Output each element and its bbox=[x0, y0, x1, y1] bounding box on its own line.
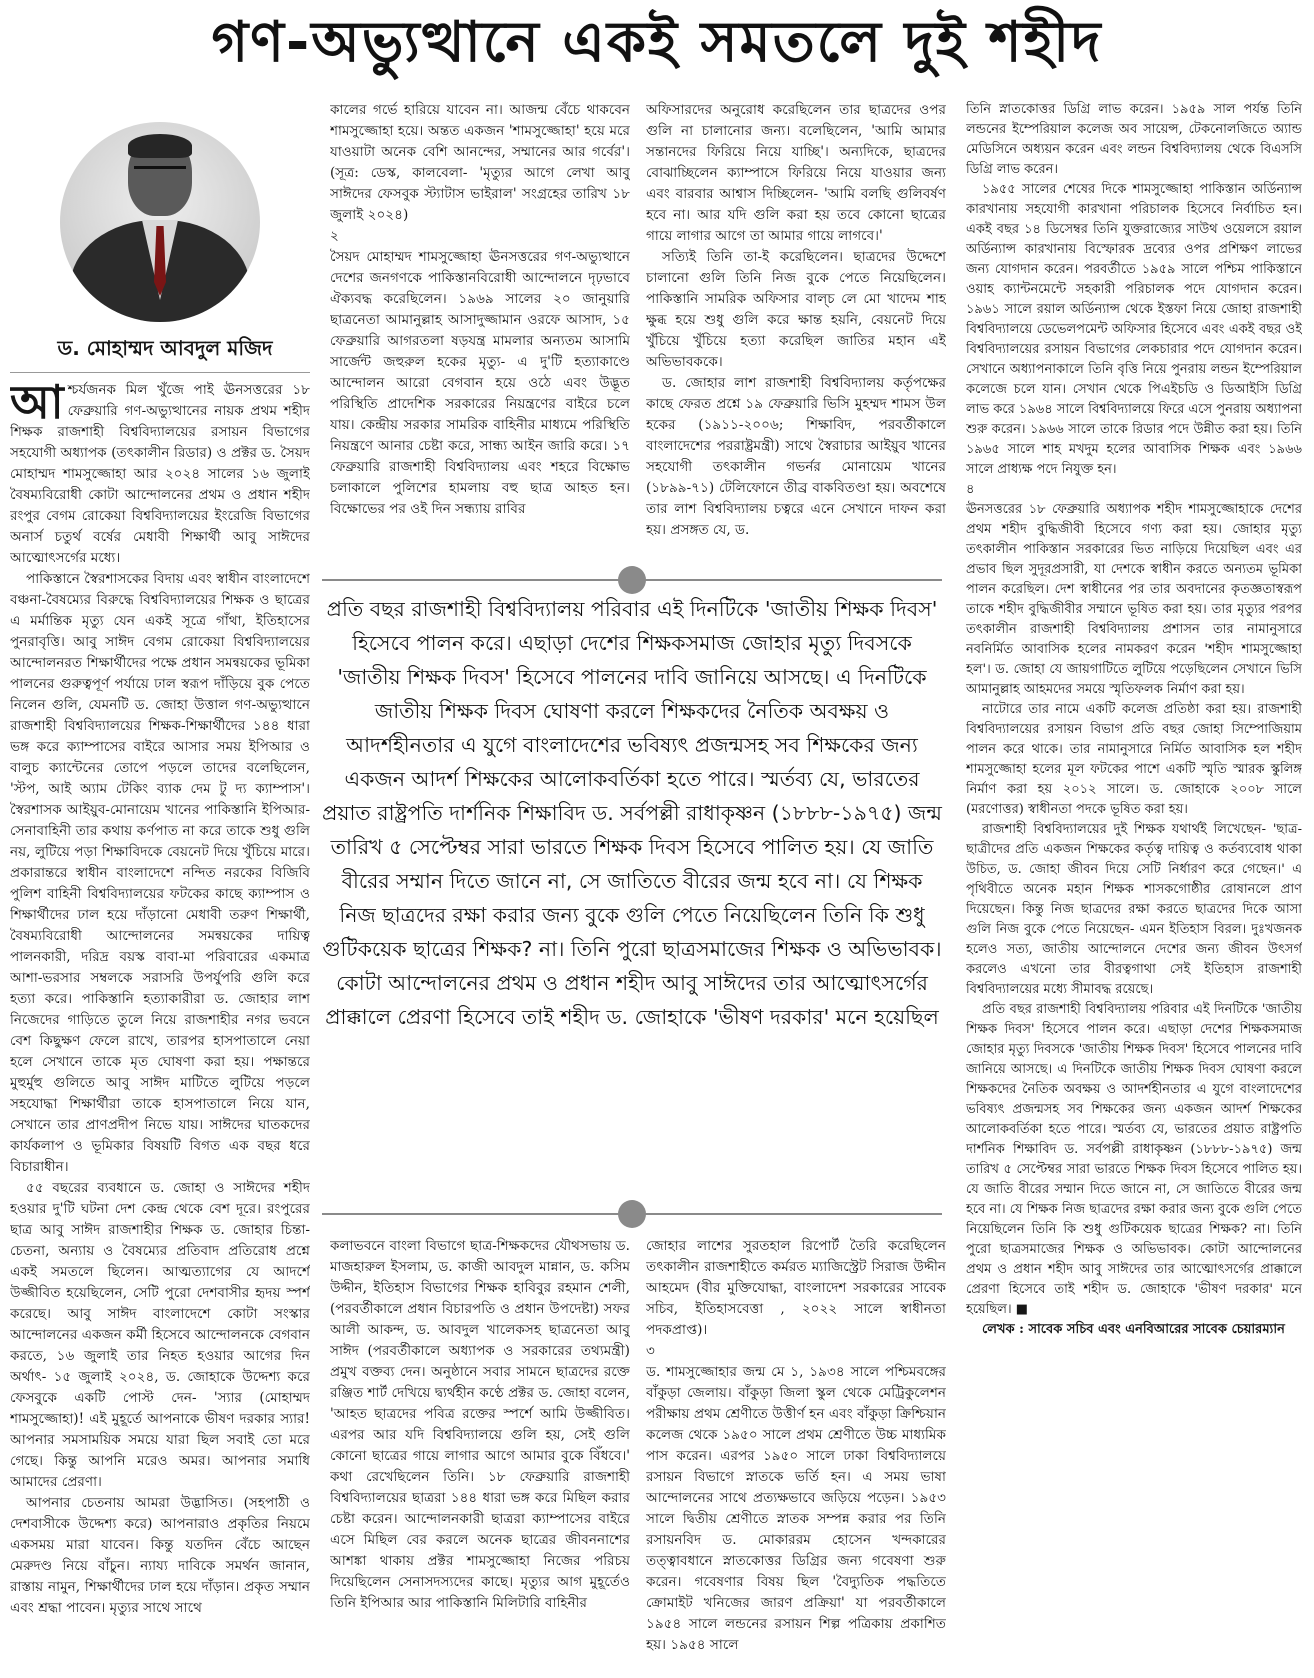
section-number: ৪ bbox=[966, 482, 975, 497]
column-3-top bbox=[646, 100, 946, 562]
paragraph: পাকিস্তানে স্বৈরশাসকের বিদায় এবং স্বাধীন বাংলাদেশে বঞ্চনা-বৈষম্যের বিরুদ্ধে বিশ্ববিদ্যালয়ের শিক্ষক ও ছাত্রের এ মর্মান্তিক মৃত্যু যেন একই সূত্রে গাঁথা, ইতিহাসের পুনরাবৃত্তি। আবু সাঈদ বেগম রোকেয়া বিশ্ববিদ্যালয়ের আন্দোলনরত শিক্ষার্থীদের পক্ষে প্রধান সমন্বয়কের ভূমিকা পালনের গুরুত্বপূর্ণ পর্যায়ে ঢাল স্বরূপ দাঁড়িয়ে বুক পেতে নিলেন গুলি, যেমনটি ড. জোহা উত্তাল গণ-অভ্যুত্থানে রাজশাহী বিশ্ববিদ্যালয়ের শিক্ষক-শিক্ষার্থীদের ১৪৪ ধারা ভঙ্গ করে ক্যাম্পাসের বাইরে আসার সময় ইপিআর ও বালুচ ক্যান্টেনের তোপে পড়লে তাদের বলেছিলেন, 'স্টপ, আই অ্যাম টেকিং ব্যাক দেম টু দ্য ক্যাম্পাস'। স্বৈরশাসক আইয়ুব-মোনায়েম খানের পাকিস্তানি ইপিআর-সেনাবাহিনী তার কথায় কর্ণপাত না করে তাকে শুধু গুলি নয়, লুটিয়ে পড়া শিক্ষাবিদকে বেয়নেট দিয়ে খুঁচিয়ে মারে। প্রকারান্তরে স্বাধীন বাংলাদেশে নন্দিত নরকের বিজিবি পুলিশ বাহিনী বিশ্ববিদ্যালয়ের ফটকের কাছে ক্যাম্পাস ও শিক্ষার্থীদের ঢাল হয়ে দাঁড়ানো মেধাবী তরুণ শিক্ষার্থী, বৈষম্যবিরোধী আন্দোলনের সমন্বয়কের দায়িত্ব পালনকারী, দরিদ্র বয়স্ক বাবা-মা পরিবারের একমাত্র আশা-ভরসার সম্বলকে সরাসরি উপর্যুপরি গুলি করে হত্যা করে। পাকিস্তানি হত্যাকারীরা ড. জোহার লাশ নিজেদের গাড়িতে তুলে নিয়ে রাজশাহীর নগর ভবনে বেশ কিছুক্ষণ ফেলে রাখে, তারপর হাসপাতালে নেয়া হলে সেখানে তাকে মৃত ঘোষণা করা হয়। পক্ষান্তরে মুহুর্মুহু গুলিতে আবু সাঈদ মাটিতে লুটিয়ে পড়লে সহযোদ্ধা শিক্ষার্থীরা তাকে হাসপাতালে নিয়ে যান, সেখানে তার প্রাণপ্রদীপ নিভে যায়। সাঈদের ঘাতকদের কার্যকলাপ ও ভূমিকার বিষয়টি বিগত এক বছর ধরে বিচারাধীন। bbox=[10, 571, 310, 1175]
paragraph: আপনার চেতনায় আমরা উদ্ভাসিত। (সহপাঠী ও দেশবাসীকে উদ্দেশ্য করে) আপনারাও প্রকৃতির নিয়মে একসময় মারা যাবেন। কিন্তু যতদিন বেঁচে আছেন মেরুদণ্ড নিয়ে বাঁচুন। ন্যায্য দাবিকে সমর্থন জানান, রাস্তায় নামুন, শিক্ষার্থীদের ঢাল হয়ে দাঁড়ান। প্রকৃত সম্মান এবং শ্রদ্ধা পাবেন। মৃত্যুর সাথে সাথে bbox=[10, 1495, 310, 1616]
paragraph: ১৯৫৫ সালের শেষের দিকে শামসুজ্জোহা পাকিস্তান অর্ডিন্যান্স কারখানায় সহযোগী কারখানা পরিচালক হিসেবে নির্বাচিত হন। একই বছর ১৪ ডিসেম্বর তিনি যুক্তরাজ্যের সাউথ ওয়েলসে রয়াল অর্ডিন্যান্স কারখানায় বিস্ফোরক দ্রব্যের ওপর প্রশিক্ষণ লাভের জন্য যোগদান করেন। পরবর্তীতে ১৯৫৯ সালে পশ্চিম পাকিস্তানে ওয়াহ ক্যান্টনমেন্টে সহকারী পরিচালক পদে যোগদান করেন। ১৯৬১ সালে রয়াল অর্ডিন্যান্স থেকে ইস্তফা নিয়ে জোহা রাজশাহী বিশ্ববিদ্যালয়ে ডেভেলপমেন্ট অফিসার হিসেবে এবং একই বছর ওই বিশ্ববিদ্যালয়ের রসায়ন বিভাগের লেকচারার পদে যোগদান করেন। সেখানে অধ্যাপনাকালে তিনি বৃত্তি নিয়ে পুনরায় লন্ডন ইম্পেরিয়াল কলেজে চলে যান। সেখান থেকে পিএইচডি ও ডিআইসি ডিগ্রি লাভ করে ১৯৬৪ সালে বিশ্ববিদ্যালয়ে ফিরে এসে পুনরায় অধ্যাপনা শুরু করেন। ১৯৬৬ সালে তাকে রিডার পদে উন্নীত করা হয়। তিনি ১৯৬৫ সালে শাহ মখদুম হলের আবাসিক শিক্ষক এবং ১৯৬৬ সালে প্রাধ্যক্ষ পদে নিযুক্ত হন। bbox=[966, 182, 1302, 477]
dropcap: আ bbox=[10, 380, 64, 429]
column-3-bottom bbox=[646, 1236, 946, 1670]
paragraph: প্রতি বছর রাজশাহী বিশ্ববিদ্যালয় পরিবার এই দিনটিকে 'জাতীয় শিক্ষক দিবস' হিসেবে পালন করে। এছাড়া দেশের শিক্ষকসমাজ জোহার মৃত্যু দিবসকে 'জাতীয় শিক্ষক দিবস' হিসেবে পালনের দাবি জানিয়ে আসছে। এ দিনটিকে জাতীয় শিক্ষক দিবস ঘোষণা করলে শিক্ষকদের নৈতিক অবক্ষয় ও আদর্শহীনতার এ যুগে বাংলাদেশের ভবিষ্যৎ প্রজন্মসহ সব শিক্ষকের জন্য একজন আদর্শ শিক্ষকের আলোকবর্তিকা হতে পারে। স্মর্তব্য যে, ভারতের প্রয়াত রাষ্ট্রপতি দার্শনিক শিক্ষাবিদ ড. সর্বপল্লী রাধাকৃষ্ণন (১৮৮৮-১৯৭৫) জন্ম তারিখ ৫ সেপ্টেম্বর সারা ভারতে শিক্ষক দিবস হিসেবে পালিত হয়। যে জাতি বীরের সম্মান দিতে জানে না, সে জাতিতে বীরের জন্ম হবে না। যে শিক্ষক নিজ ছাত্রদের রক্ষা করার জন্য বুকে গুলি পেতে নিয়েছিলেন তিনি কি শুধু গুটিকয়েক ছাত্রের শিক্ষক? না। তিনি পুরো ছাত্রসমাজের শিক্ষক ও অভিভাবক। কোটা আন্দোলনের প্রথম ও প্রধান শহীদ আবু সাঈদের তার আত্মোৎসর্গের প্রাক্কালে প্রেরণা হিসেবে তাই শহীদ ড. জোহাকে 'ভীষণ দরকার' মনে হয়েছিল। ■ bbox=[966, 1002, 1302, 1317]
paragraph: সৈয়দ মোহাম্মদ শামসুজ্জোহা ঊনসত্তরের গণ-অভ্যুত্থানে দেশের জনগণকে পাকিস্তানবিরোধী আন্দোলনে দৃঢ়ভাবে ঐক্যবদ্ধ করেছিলেন। ১৯৬৯ সালের ২০ জানুয়ারি ছাত্রনেতা আমানুল্লাহ আসাদুজ্জামান ওরফে আসাদ, ১৫ ফেব্রুয়ারি আগরতলা ষড়যন্ত্র মামলার অন্যতম আসামি সার্জেন্ট জহুরুল হকের মৃত্যু- এ দু'টি হত্যাকাণ্ডে আন্দোলন আরো বেগবান হয়ে ওঠে এবং উদ্ভূত পরিস্থিতি প্রাদেশিক সরকারের নিয়ন্ত্রণের বাইরে চলে যায়। কেন্দ্রীয় সরকার সামরিক বাহিনীর মাধ্যমে পরিস্থিতি নিয়ন্ত্রণে আনার চেষ্টা করে, সান্ধ্য আইন জারি করে। ১৭ ফেব্রুয়ারি রাজশাহী বিশ্ববিদ্যালয় এবং শহরে বিক্ষোভ চলাকালে পুলিশের হামলায় বহু ছাত্র আহত হন। বিক্ষোভের পর ওই দিন সন্ধ্যায় রাবির bbox=[330, 249, 630, 517]
paragraph: ৫৫ বছরের ব্যবধানে ড. জোহা ও সাঈদের শহীদ হওয়ার দু'টি ঘটনা দেশ কেন্দ্র থেকে বেশ দূরে। রংপুরের ছাত্র আবু সাঈদ রাজশাহীর শিক্ষক ড. জোহার চিন্তা-চেতনা, অন্যায় ও বৈষম্যের প্রতিবাদ প্রতিরোধ প্রশ্নে একই সমতলে ছিলেন। আত্মত্যাগের যে আদর্শে উজ্জীবিত হয়েছিলেন, সেটি পুরো দেশবাসীর হৃদয় স্পর্শ করেছে। আবু সাঈদ বাংলাদেশে কোটা সংস্কার আন্দোলনের একজন কর্মী হিসেবে আন্দোলনকে বেগবান করতে, ১৬ জুলাই তার নিহত হওয়ার আগের দিন অর্থাৎ- ১৫ জুলাই ২০২৪, ড. জোহাকে উদ্দেশ্য করে ফেসবুকে একটি পোস্ট দেন- 'স্যার (মোহাম্মদ শামসুজ্জোহা)! এই মুহূর্তে আপনাকে ভীষণ দরকার স্যার! আপনার সমসাময়িক সময়ে যারা ছিল সবাই তো মরে গেছে। কিন্তু আপনি মরেও অমর। আপনার সমাধি আমাদের প্রেরণা। bbox=[10, 1180, 310, 1490]
column-4 bbox=[966, 100, 1302, 1670]
paragraph: তিনি স্নাতকোত্তর ডিগ্রি লাভ করেন। ১৯৫৯ সাল পর্যন্ত তিনি লন্ডনের ইম্পেরিয়াল কলেজ অব সায়েন্স, টেকনোলজিতে অ্যান্ড মেডিসিনে অধ্যয়ন করেন এবং লন্ডন বিশ্ববিদ্যালয় থেকে বিএসসি ডিগ্রি লাভ করেন। bbox=[966, 102, 1302, 177]
paragraph-text: শ্চর্যজনক মিল খুঁজে পাই ঊনসত্তরের ১৮ ফেব্রুয়ারি গণ-অভ্যুত্থানের নায়ক প্রথম শহীদ শিক্ষক রাজশাহী বিশ্ববিদ্যালয়ের রসায়ন বিভাগের সহযোগী অধ্যাপক (তৎকালীন রিডার) ও প্রক্টর ড. সৈয়দ মোহাম্মদ শামসুজ্জোহা আর ২০২৪ সালের ১৬ জুলাই বৈষম্যবিরোধী কোটা আন্দোলনের প্রথম ও প্রধান শহীদ রংপুর বেগম রোকেয়া বিশ্ববিদ্যালয়ের ইংরেজি বিভাগের অনার্স চতুর্থ বর্ষের মেধাবী শিক্ষার্থী আবু সাঈদের আত্মোৎসর্গের মধ্যে। bbox=[10, 382, 310, 566]
column-1 bbox=[10, 380, 310, 1670]
author-byline: লেখক : সাবেক সচিব এবং এনবিআরের সাবেক চেয়ারম্যান bbox=[982, 1322, 1285, 1337]
paragraph: রাজশাহী বিশ্ববিদ্যালয়ের দুই শিক্ষক যথার্থই লিখেছেন- 'ছাত্র-ছাত্রীদের প্রতি একজন শিক্ষকের কর্তৃত্ব দায়িত্ব ও কর্তব্যবোধ থাকা উচিত, ড. জোহা জীবন দিয়ে সেটি নির্ধারণ করে গেছেন।' এ পৃথিবীতে অনেক মহান শিক্ষক শাসকগোষ্ঠীর রোষানলে প্রাণ দিয়েছেন। কিন্তু নিজ ছাত্রদের রক্ষা করতে ছাত্রদের দিকে আসা গুলি নিজ বুকে পেতে নিয়েছেন- এমন ইতিহাস বিরল। দুঃখজনক হলেও সত্য, জাতীয় আন্দোলনে দেশের জন্য জীবন উৎসর্গ করলেও এখনো তার বীরত্বগাথা সেই ইতিহাস রাজশাহী বিশ্ববিদ্যালয়ের মধ্যে সীমাবদ্ধ রয়েছে। bbox=[966, 822, 1302, 997]
pullquote: প্রতি বছর রাজশাহী বিশ্ববিদ্যালয় পরিবার এই দিনটিকে 'জাতীয় শিক্ষক দিবস' হিসেবে পালন করে। এছাড়া দেশের শিক্ষকসমাজ জোহার মৃত্যু দিবসকে 'জাতীয় শিক্ষক দিবস' হিসেবে পালনের দাবি জানিয়ে আসছে। এ দিনটিকে জাতীয় শিক্ষক দিবস ঘোষণা করলে শিক্ষকদের নৈতিক অবক্ষয় ও আদর্শহীনতার এ যুগে বাংলাদেশের ভবিষ্যৎ প্রজন্মসহ সব শিক্ষকের জন্য একজন আদর্শ শিক্ষকের আলোকবর্তিকা হতে পারে। স্মর্তব্য যে, ভারতের প্রয়াত রাষ্ট্রপতি দার্শনিক শিক্ষাবিদ ড. সর্বপল্লী রাধাকৃষ্ণন (১৮৮৮-১৯৭৫) জন্ম তারিখ ৫ সেপ্টেম্বর সারা ভারতে শিক্ষক দিবস হিসেবে পালিত হয়। যে জাতি বীরের সম্মান দিতে জানে না, সে জাতিতে বীরের জন্ম হবে না। যে শিক্ষক নিজ ছাত্রদের রক্ষা করার জন্য বুকে গুলি পেতে নিয়েছিলেন তিনি কি শুধু গুটিকয়েক ছাত্রের শিক্ষক? না। তিনি পুরো ছাত্রসমাজের শিক্ষক ও অভিভাবক। কোটা আন্দোলনের প্রথম ও প্রধান শহীদ আবু সাঈদের তার আত্মোৎসর্গের প্রাক্কালে প্রেরণা হিসেবে তাই শহীদ ড. জোহাকে 'ভীষণ দরকার' মনে হয়েছিল bbox=[322, 597, 942, 1029]
section-number: ৩ bbox=[646, 1343, 655, 1359]
paragraph: নাটোরে তার নামে একটি কলেজ প্রতিষ্ঠা করা হয়। রাজশাহী বিশ্ববিদ্যালয়ের রসায়ন বিভাগ প্রতি বছর জোহা সিম্পোজিয়াম পালন করে থাকে। তার নামানুসারে নির্মিত আবাসিক হল শহীদ শামসুজ্জোহা হলের মূল ফটকের পাশে একটি স্মৃতি স্মারক স্কুলিঙ্গ নির্মাণ করা হয় ২০১২ সালে। ড. জোহাকে ২০০৮ সালে (মরণোত্তর) স্বাধীনতা পদকে ভূষিত করা হয়। bbox=[966, 702, 1302, 817]
column-2-top bbox=[330, 100, 630, 562]
paragraph: কলাভবনে বাংলা বিভাগে ছাত্র-শিক্ষকদের যৌথসভায় ড. মাজহারুল ইসলাম, ড. কাজী আবদুল মান্নান, ড. কসিম উদ্দীন, ইতিহাস বিভাগের শিক্ষক হাবিবুর রহমান শেলী, (পরবর্তীকালে প্রধান বিচারপতি ও প্রধান উপদেষ্টা) সফর আলী আকন্দ, ড. আবদুল খালেকসহ ছাত্রনেতা আবু সাঈদ (পরবর্তীকালে অধ্যাপক ও সরকারের তথ্যমন্ত্রী) প্রমুখ বক্তব্য দেন। অনুষ্ঠানে সবার সামনে ছাত্রদের রক্তে রঞ্জিত শার্ট দেখিয়ে দ্ব্যর্থহীন কণ্ঠে প্রক্টর ড. জোহা বলেন, 'আহত ছাত্রদের পবিত্র রক্তের স্পর্শে আমি উজ্জীবিত। এরপর আর যদি বিশ্ববিদ্যালয়ে গুলি হয়, সেই গুলি কোনো ছাত্রের গায়ে লাগার আগে আমার বুকে বিঁধবে।' কথা রেখেছিলেন তিনি। ১৮ ফেব্রুয়ারি রাজশাহী বিশ্ববিদ্যালয়ের ছাত্ররা ১৪৪ ধারা ভঙ্গ করে মিছিল করার চেষ্টা করেন। আন্দোলনকারী ছাত্ররা ক্যাম্পাসের বাইরে এসে মিছিল বের করলে অনেক ছাত্রের জীবননাশের আশঙ্কা থাকায় প্রক্টর শামসুজ্জোহা নিজের পরিচয় দিয়েছিলেন সেনাসদস্যদের কাছে। মৃত্যুর আগ মুহূর্তেও তিনি ইপিআর আর পাকিস্তানি মিলিটারি বাহিনীর bbox=[330, 1238, 630, 1611]
paragraph: অফিসারদের অনুরোধ করেছিলেন তার ছাত্রদের ওপর গুলি না চালানোর জন্য। বলেছিলেন, 'আমি আমার সন্তানদের ফিরিয়ে নিয়ে যাচ্ছি'। অন্যদিকে, ছাত্রদের বোঝাচ্ছিলেন ক্যাম্পাসে ফিরিয়ে নিয়ে যাওয়ার জন্য এবং বারবার আশ্বাস দিচ্ছিলেন- 'আমি বলছি গুলিবর্ষণ হবে না। আর যদি গুলি করা হয় তবে কোনো ছাত্রের গায়ে লাগার আগে তা আমার গায়ে লাগবে।' bbox=[646, 102, 946, 244]
paragraph bbox=[10, 380, 310, 569]
pullquote-bottom-dot bbox=[618, 1200, 646, 1228]
section-number: ২ bbox=[330, 228, 339, 244]
paragraph: সত্যিই তিনি তা-ই করেছিলেন। ছাত্রদের উদ্দেশে চালানো গুলি তিনি নিজ বুকে পেতে নিয়েছিলেন। পাকিস্তানি সামরিক অফিসার বাল্চ লে মো খাদেম শাহ ক্ষুব্ধ হয়ে শুধু গুলি করে ক্ষান্ত হয়নি, বেয়নেট দিয়ে খুঁচিয়ে খুঁচিয়ে হত্যা করেছিল জাতির মহান এই অভিভাবককে। bbox=[646, 249, 946, 370]
paragraph: ড. জোহার লাশ রাজশাহী বিশ্ববিদ্যালয় কর্তৃপক্ষের কাছে ফেরত প্রশ্নে ১৯ ফেব্রুয়ারি ভিসি মুহম্মদ শামস উল হকের (১৯১১-২০০৬; শিক্ষাবিদ, পরবর্তীকালে বাংলাদেশের পররাষ্ট্রমন্ত্রী) সাথে স্বৈরাচার আইয়ুব খানের সহযোগী তৎকালীন গভর্নর মোনায়েম খানের (১৮৯৯-৭১) টেলিফোনে তীব্র বাকবিতণ্ডা হয়। অবশেষে তার লাশ বিশ্ববিদ্যালয় চত্বরে এনে সেখানে দাফন করা হয়। প্রসঙ্গত যে, ড. bbox=[646, 375, 946, 538]
divider bbox=[10, 372, 310, 373]
headline: গণ-অভ্যুত্থানে একই সমতলে দুই শহীদ bbox=[211, 10, 1103, 75]
paragraph: ড. শামসুজ্জোহার জন্ম মে ১, ১৯৩৪ সালে পশ্চিমবঙ্গের বাঁকুড়া জেলায়। বাঁকুড়া জিলা স্কুল থেকে মেট্রিকুলেশন পরীক্ষায় প্রথম শ্রেণীতে উত্তীর্ণ হন এবং বাঁকুড়া ক্রিশ্চিয়ান কলেজ থেকে ১৯৫০ সালে প্রথম শ্রেণীতে উচ্চ মাধ্যমিক পাস করেন। এরপর ১৯৫০ সালে ঢাকা বিশ্ববিদ্যালয়ে রসায়ন বিভাগে স্নাতকে ভর্তি হন। এ সময় ভাষা আন্দোলনের সাথে প্রত্যক্ষভাবে জড়িয়ে পড়েন। ১৯৫৩ সালে দ্বিতীয় শ্রেণীতে স্নাতক সম্পন্ন করার পর তিনি রসায়নবিদ ড. মোকাররম হোসেন খন্দকারের তত্ত্বাবধানে স্নাতকোত্তর ডিগ্রির জন্য গবেষণা শুরু করেন। গবেষণার বিষয় ছিল 'বৈদ্যুতিক পদ্ধতিতে ক্রোমাইট খনিজের জারণ প্রক্রিয়া' যা পরবর্তীকালে ১৯৫৪ সালে লন্ডনের রসায়ন শিল্প পত্রিকায় প্রকাশিত হয়। ১৯৫৪ সালে bbox=[646, 1364, 946, 1653]
paragraph: কালের গর্ভে হারিয়ে যাবেন না। আজন্ম বেঁচে থাকবেন শামসুজ্জোহা হয়ে। অন্তত একজন 'শামসুজ্জোহা' হয়ে মরে যাওয়াটা অনেক বেশি আনন্দের, সম্মানের আর গর্বের'। (সূত্র: ডেস্ক, কালবেলা- 'মৃত্যুর আগে লেখা আবু সাঈদের ফেসবুক স্ট্যাটাস ভাইরাল' সংগ্রহের তারিখ ১৮ জুলাই ২০২৪) bbox=[330, 102, 630, 223]
paragraph: ঊনসত্তরের ১৮ ফেব্রুয়ারি অধ্যাপক শহীদ শামসুজ্জোহাকে দেশের প্রথম শহীদ বুদ্ধিজীবী হিসেবে গণ্য করা হয়। জোহার মৃত্যু তৎকালীন পাকিস্তান সরকারের ভিত নাড়িয়ে দিয়েছিল এবং এর প্রভাব ছিল সুদূরপ্রসারী, যা দেশকে স্বাধীন করতে অন্যতম ভূমিকা পালন করেছিল। দেশ স্বাধীনের পর তার অবদানের কৃতজ্ঞতাস্বরূপ তাকে শহীদ বুদ্ধিজীবীর সম্মানে ভূষিত করা হয়। তার মৃত্যুর পরপর তৎকালীন রাজশাহী বিশ্ববিদ্যালয় প্রশাসন তার নামানুসারে নবনির্মিত আবাসিক হলের নামকরণ করেন 'শহীদ শামসুজ্জোহা হল'। ড. জোহা যে জায়গাটিতে লুটিয়ে পড়েছিলেন সেখানে ভিসি আমানুল্লাহ আহমদের সময়ে স্মৃতিফলক নির্মাণ করা হয়। bbox=[966, 502, 1302, 697]
author-portrait-icon bbox=[60, 122, 260, 322]
paragraph: জোহার লাশের সুরতহাল রিপোর্ট তৈরি করেছিলেন তৎকালীন রাজশাহীতে কর্মরত ম্যাজিস্ট্রেট সিরাজ উদ্দীন আহমেদ (বীর মুক্তিযোদ্ধা, বাংলাদেশ সরকারের সাবেক সচিব, ইতিহাসবেত্তা , ২০২২ সালে স্বাধীনতা পদকপ্রাপ্ত)। bbox=[646, 1238, 946, 1338]
author-name: ড. মোহাম্মদ আবদুল মজিদ bbox=[57, 336, 273, 360]
column-2-bottom bbox=[330, 1236, 630, 1670]
pullquote-top-dot bbox=[618, 566, 646, 594]
